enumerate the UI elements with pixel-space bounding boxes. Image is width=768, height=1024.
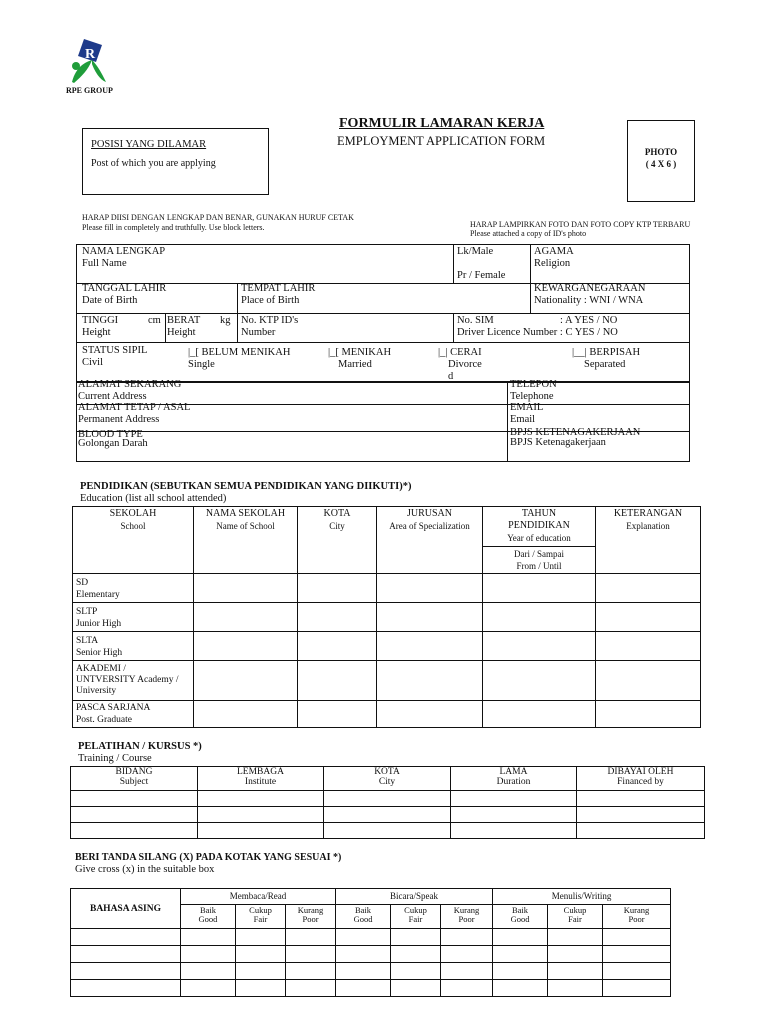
weight-unit: kg [220,315,231,326]
table-row [71,946,671,963]
email-label-en: Email [510,414,536,425]
table-row [73,574,701,603]
dob-label: TANGGAL LAHIR [82,283,167,294]
level-good: Baik Good [336,905,391,929]
header-duration: LAMA Duration [451,767,577,791]
bpjs-label-en: BPJS Ketenagakerjaan [510,437,606,448]
permanent-address-label: ALAMAT TETAP / ASAL [78,402,191,413]
email-label: EMAIL [510,402,544,413]
language-heading: BERI TANDA SILANG (X) PADA KOTAK YANG SESUAI *) [75,852,342,863]
header-year: TAHUN PENDIDIKAN Year of education [483,507,596,547]
level-fair: Cukup Fair [391,905,441,929]
ktp-label-en: Number [241,327,276,338]
level-good: Baik Good [493,905,548,929]
header-explanation: KETERANGAN Explanation [596,507,701,574]
table-row [71,963,671,980]
training-heading: PELATIHAN / KURSUS *) [78,741,202,752]
divorced-label-en-wrap: d [448,371,454,382]
table-row [73,632,701,661]
education-heading: PENDIDIKAN (SEBUTKAN SEMUA PENDIDIKAN YANG DIIKUTI)*) [80,481,412,492]
telephone-field[interactable] [510,379,557,403]
position-box[interactable] [82,128,269,195]
pob-label-en: Place of Birth [241,295,300,306]
photo-label: PHOTO [644,147,678,157]
language-table [70,888,671,997]
instruction-right-en: Please attached a copy of ID's photo [470,229,587,238]
religion-field[interactable] [534,246,574,270]
instruction-left-en: Please fill in completely and truthfully. Use block letters. [82,223,265,232]
ktp-label: No. KTP ID's [241,315,299,326]
weight-label-en: Height [167,327,196,338]
form-title: FORMULIR LAMARAN KERJA [339,116,545,131]
permanent-address-label-en: Permanent Address [78,414,160,425]
form-subtitle: EMPLOYMENT APPLICATION FORM [337,134,546,148]
level-fair: Cukup Fair [236,905,286,929]
sim-label: No. SIM [457,315,494,326]
email-field[interactable] [510,402,543,426]
married-label: |_[ MENIKAH [328,347,392,358]
single-label-en: Single [188,359,215,370]
nationality-field[interactable] [534,283,645,307]
ktp-number-field[interactable] [241,315,298,339]
civil-status-label [82,345,147,369]
level-poor: Kurang Poor [286,905,336,929]
full-name-field[interactable] [82,246,165,270]
table-row [71,929,671,946]
training-subheading: Training / Course [78,753,152,764]
logo-text: RPE GROUP [66,86,113,95]
rpe-logo-icon [62,36,122,86]
instruction-right: HARAP LAMPIRKAN FOTO DAN FOTO COPY KTP TERBARU [470,220,691,229]
education-subheading: Education (list all school attended) [80,493,227,504]
height-label-en: Height [82,327,111,338]
header-subject: BIDANG Subject [71,767,198,791]
blood-type-label-en: Golongan Darah [78,438,148,449]
instruction-left: HARAP DIISI DENGAN LENGKAP DAN BENAR, GUNAKAN HURUF CETAK [82,213,354,222]
header-specialization: JURUSAN Area of Specialization [377,507,483,574]
nationality-label-en: Nationality : WNI / WNA [534,295,644,306]
height-unit: cm [148,315,161,326]
blood-type-field[interactable] [78,429,148,450]
separated-label-en: Separated [584,359,626,370]
row-label: PASCA SARJANA Post. Graduate [73,701,194,728]
sim-a-option[interactable]: : A YES / NO [560,315,618,326]
telephone-label-en: Telephone [510,391,554,402]
education-table [72,506,701,728]
language-subheading: Give cross (x) in the suitable box [75,864,215,875]
table-row [71,791,705,807]
current-address-label-en: Current Address [78,391,147,402]
bpjs-field[interactable] [510,427,640,449]
training-table [70,766,705,839]
row-label: AKADEMI / UNTVERSITY Academy / University [73,661,194,701]
permanent-address-field[interactable] [78,402,190,426]
full-name-label: NAMA LENGKAP [82,246,166,257]
row-label: SLTP Junior High [73,603,194,632]
header-city: KOTA City [298,507,377,574]
height-label: TINGGI [82,315,119,326]
separated-label: |__| BERPISAH [572,347,641,358]
separated-checkbox[interactable] [572,347,640,371]
blood-type-label: BLOOD TYPE [78,429,143,440]
level-fair: Cukup Fair [548,905,603,929]
date-of-birth-field[interactable] [82,283,166,307]
header-school-name: NAMA SEKOLAH Name of School [194,507,298,574]
place-of-birth-field[interactable] [241,283,315,307]
photo-size: ( 4 X 6 ) [645,159,677,169]
single-checkbox[interactable] [188,347,290,371]
level-poor: Kurang Poor [441,905,493,929]
svg-text:R: R [85,47,96,62]
divorced-checkbox[interactable] [438,347,482,383]
height-field[interactable] [82,315,118,339]
row-label: SLTA Senior High [73,632,194,661]
married-label-en: Married [338,359,372,370]
bpjs-label: BPJS KETENAGAKERJAAN [510,427,641,438]
religion-label-en: Religion [534,258,571,269]
row-label: SD Elementary [73,574,194,603]
weight-field[interactable] [167,315,200,339]
telephone-label: TELEPON [510,379,557,390]
header-read: Membaca/Read [181,889,336,905]
weight-label: BERAT [167,315,201,326]
divorced-label: |_| CERAI [438,347,482,358]
sim-c-option[interactable]: Driver Licence Number : C YES / NO [457,327,618,338]
table-row [71,823,705,839]
gender-male-option[interactable]: Lk/Male [457,246,494,257]
religion-label: AGAMA [534,246,574,257]
position-label: POSISI YANG DILAMAR [91,139,207,150]
header-city: KOTA City [324,767,451,791]
header-speak: Bicara/Speak [336,889,493,905]
single-label: |_[ BELUM MENIKAH [188,347,291,358]
pob-label: TEMPAT LAHIR [241,283,316,294]
table-row [73,661,701,701]
current-address-field[interactable] [78,379,181,403]
nationality-label: KEWARGANEGARAAN [534,283,646,294]
married-checkbox[interactable] [328,347,391,371]
civil-status-text-en: Civil [82,357,104,368]
table-row [71,807,705,823]
dob-label-en: Date of Birth [82,295,138,306]
level-poor: Kurang Poor [603,905,671,929]
header-from-until: Dari / Sampai From / Until [483,547,596,574]
gender-female-option[interactable]: Pr / Female [457,270,506,281]
divorced-label-en: Divorce [448,359,482,370]
table-row [73,701,701,728]
position-sub: Post of which you are applying [91,158,216,169]
table-row [71,980,671,997]
civil-status-text: STATUS SIPIL [82,345,148,356]
header-institute: LEMBAGA Institute [198,767,324,791]
header-financed-by: DIBAYAI OLEH Financed by [577,767,705,791]
full-name-label-en: Full Name [82,258,127,269]
table-row [73,603,701,632]
current-address-label: ALAMAT SEKARANG [78,379,182,390]
rpe-logo [62,36,122,98]
header-school: SEKOLAH School [73,507,194,574]
photo-box[interactable] [627,120,695,202]
header-write: Menulis/Writing [493,889,671,905]
foreign-language-label: BAHASA ASING [71,889,181,929]
level-good: Baik Good [181,905,236,929]
